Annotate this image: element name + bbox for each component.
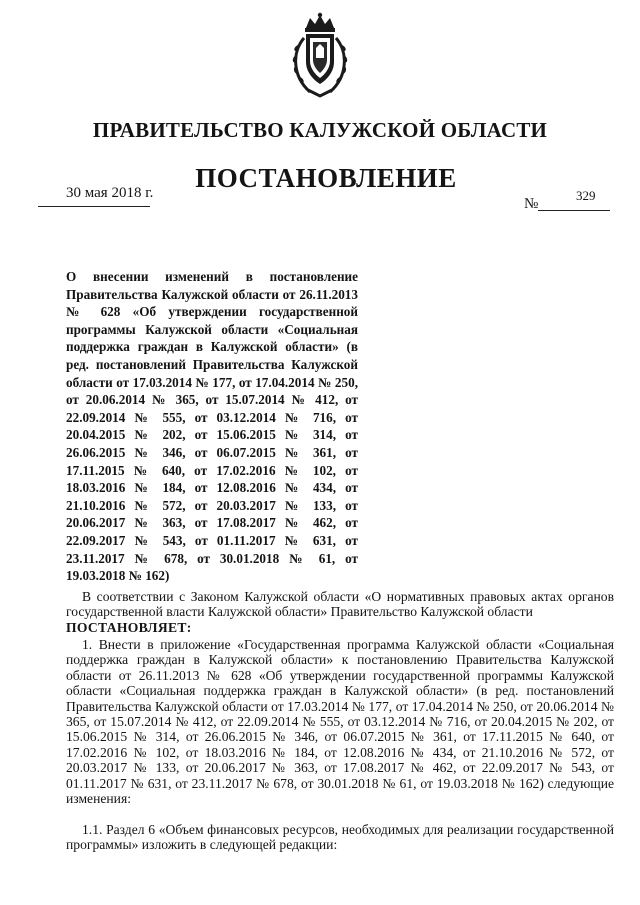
date-underline (38, 206, 150, 207)
resolves-heading: ПОСТАНОВЛЯЕТ: (66, 620, 192, 635)
document-subject: О внесении изменений в постановление Правительства Калужской области от 26.11.2013 № 628 «Об утверждении государственной программы Калужской области «Социальная поддержка граждан в Калужской области» (в ред. постановлений Правительства Калужской области от 17.03.2014 № 177, от 17.04.2014 № 250, от 20.06.2014 № 365, от 15.07.2014 № 412, от 22.09.2014 № 555, от 03.12.2014 № 716, от 20.04.2015 № 202, от 15.06.2015 № 314, от 26.06.2015 № 346, от 06.07.2015 № 361, от 17.11.2015 № 640, от 17.02.2016 № 102, от 18.03.2016 № 184, от 12.08.2016 № 434, от 21.10.2016 № 572, от 20.03.2017 № 133, от 20.06.2017 № 363, от 17.08.2017 № 462, от 22.09.2017 № 543, от 01.11.2017 № 631, от 23.11.2017 № 678, от 30.01.2018 № 61, от 19.03.2018 № 162) (66, 269, 358, 584)
item-1-1-paragraph: 1.1. Раздел 6 «Объем финансовых ресурсов, необходимых для реализации государственной программы» изложить в следующей редакции: (66, 822, 614, 853)
preamble-paragraph: В соответствии с Законом Калужской области «О нормативных правовых актах органов государственной власти Калужской области» Правительство Калужской области (66, 589, 614, 620)
item-1-paragraph: 1. Внести в приложение «Государственная программа Калужской области «Социальная поддержка граждан в Калужской области» к постановлению Правительства Калужской области от 26.11.2013 № 628 «Об утверждении государственной программы Калужской области «Социальная поддержка граждан в Калужской области» (в ред. постановлений Правительства Калужской области от 17.03.2014 № 177, от 17.04.2014 № 250, от 20.06.2014 № 365, от 15.07.2014 № 412, от 22.09.2014 № 555, от 03.12.2014 № 716, от 20.04.2015 № 202, от 15.06.2015 № 314, от 26.06.2015 № 346, от 06.07.2015 № 361, от 17.11.2015 № 640, от 17.02.2016 № 102, от 18.03.2016 № 184, от 12.08.2016 № 434, от 21.10.2016 № 572, от 20.03.2017 № 133, от 20.06.2017 № 363, от 17.08.2017 № 462, от 22.09.2017 № 543, от 01.11.2017 № 631, от 23.11.2017 № 678, от 30.01.2018 № 61, от 19.03.2018 № 162) следующие изменения: (66, 637, 614, 807)
number-underline (538, 210, 610, 211)
coat-of-arms-icon (288, 12, 352, 100)
document-number-label: № (524, 196, 539, 212)
document-date: 30 мая 2018 г. (66, 185, 154, 201)
organization-title: ПРАВИТЕЛЬСТВО КАЛУЖСКОЙ ОБЛАСТИ (92, 118, 548, 142)
document-type-heading: ПОСТАНОВЛЕНИЕ (195, 163, 457, 193)
document-number: 329 (576, 188, 596, 203)
